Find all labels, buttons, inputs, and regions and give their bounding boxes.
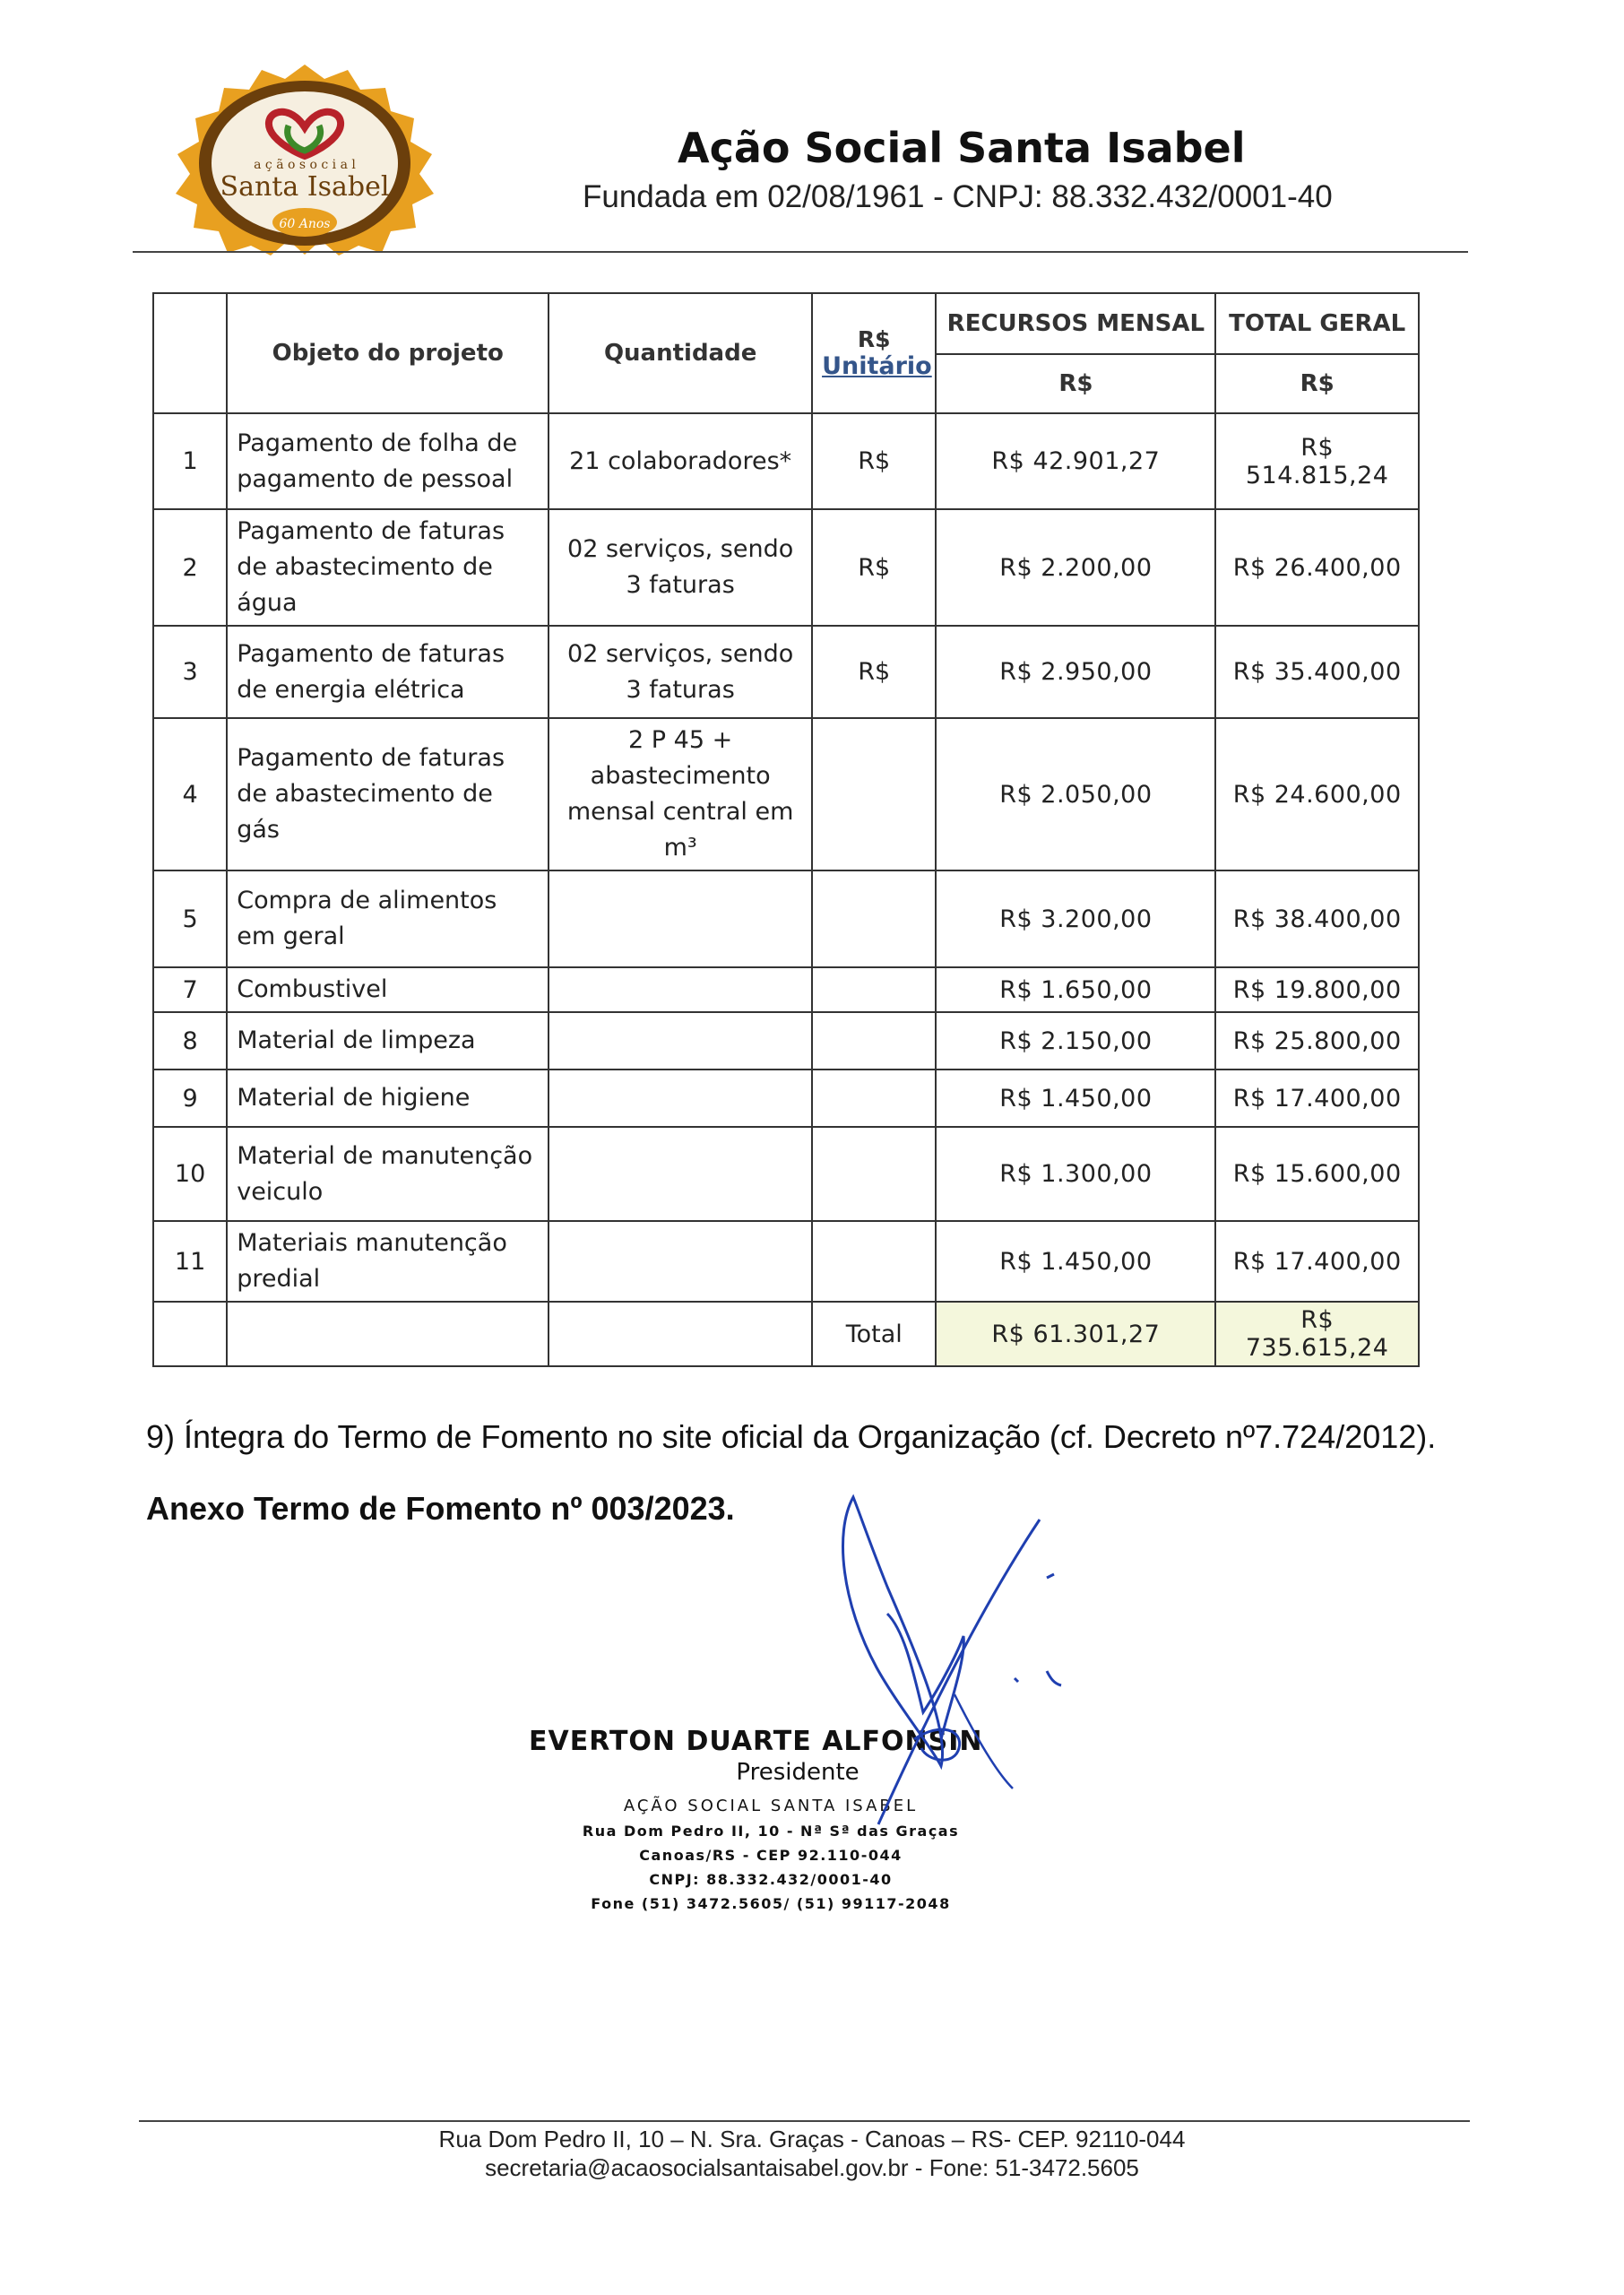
logo-badge-text: 60 Anos [279,217,331,231]
row-number: 11 [153,1221,227,1302]
table-row [153,1127,1419,1221]
logo-main-text: Santa Isabel [220,171,390,203]
total-empty-number [153,1302,227,1366]
founding-info: Fundada em 02/08/1961 - CNPJ: 88.332.432/0001-40 [583,179,1333,214]
row-monthly: R$ 1.300,00 [936,1127,1215,1221]
header-total-currency: R$ [1215,354,1419,413]
stamp-organization: AÇÃO SOCIAL SANTA ISABEL [623,1797,919,1815]
row-quantity: 21 colaboradores* [549,413,812,509]
stamp-address: Rua Dom Pedro II, 10 - Nª Sª das Graças [582,1823,960,1840]
row-object: Pagamento de faturas de abastecimento de água [227,509,549,626]
row-total: R$ 15.600,00 [1215,1127,1419,1221]
header-unit-price [812,293,936,413]
row-total: R$ 24.600,00 [1215,718,1419,870]
row-quantity [549,870,812,967]
row-total: R$ 26.400,00 [1215,509,1419,626]
row-number: 8 [153,1012,227,1070]
footer-address: Rua Dom Pedro II, 10 – N. Sra. Graças - Canoas – RS- CEP. 92110-044 [438,2126,1186,2152]
table-row [153,413,1419,509]
row-unit [812,1070,936,1127]
header-monthly: RECURSOS MENSAL [936,293,1215,354]
signer-role: Presidente [736,1759,860,1786]
row-object: Material de higiene [227,1070,549,1127]
row-monthly: R$ 1.450,00 [936,1221,1215,1302]
item-9-text: 9) Íntegra do Termo de Fomento no site oficial da Organização (cf. Decreto nº7.724/2012). [146,1418,1437,1455]
row-unit [812,1127,936,1221]
table-row [153,1012,1419,1070]
annex-title: Anexo Termo de Fomento nº 003/2023. [146,1490,735,1527]
header-total: TOTAL GERAL [1215,293,1419,354]
row-unit [812,1221,936,1302]
row-number: 7 [153,967,227,1012]
row-unit [812,718,936,870]
row-unit [812,1012,936,1070]
row-quantity [549,967,812,1012]
row-quantity: 2 P 45 + abastecimento mensal central em m³ [549,718,812,870]
row-total: R$ 35.400,00 [1215,626,1419,718]
row-monthly: R$ 42.901,27 [936,413,1215,509]
table-row [153,718,1419,870]
row-object: Pagamento de folha de pagamento de pessoal [227,413,549,509]
row-unit: R$ [812,509,936,626]
total-empty-object [227,1302,549,1366]
row-monthly: R$ 2.200,00 [936,509,1215,626]
logo-ring-text: a ç ã o s o c i a l [254,158,356,172]
row-object: Materiais manutenção predial [227,1221,549,1302]
stamp-cnpj: CNPJ: 88.332.432/0001-40 [649,1871,893,1888]
row-unit: R$ [812,626,936,718]
row-total: R$ 19.800,00 [1215,967,1419,1012]
row-number: 3 [153,626,227,718]
row-unit [812,870,936,967]
footer-contact: secretaria@acaosocialsantaisabel.gov.br - Fone: 51-3472.5605 [485,2154,1139,2181]
total-empty-quantity [549,1302,812,1366]
row-total: R$ 17.400,00 [1215,1070,1419,1127]
footer [0,2117,1624,2182]
organization-name: Ação Social Santa Isabel [678,124,1246,172]
project-budget-table [152,292,1420,1367]
row-monthly: R$ 2.950,00 [936,626,1215,718]
row-quantity: 02 serviços, sendo 3 faturas [549,626,812,718]
row-object: Material de manutenção veiculo [227,1127,549,1221]
row-quantity [549,1221,812,1302]
row-monthly: R$ 2.150,00 [936,1012,1215,1070]
row-number: 10 [153,1127,227,1221]
row-monthly: R$ 1.650,00 [936,967,1215,1012]
handwritten-signature [807,1479,1129,1865]
row-object: Compra de alimentos em geral [227,870,549,967]
table-row [153,509,1419,626]
row-object: Material de limpeza [227,1012,549,1070]
total-label: Total [812,1302,936,1366]
row-object: Pagamento de faturas de energia elétrica [227,626,549,718]
row-monthly: R$ 2.050,00 [936,718,1215,870]
row-total: R$ 514.815,24 [1215,413,1419,509]
row-total: R$ 17.400,00 [1215,1221,1419,1302]
row-unit [812,967,936,1012]
row-object: Combustivel [227,967,549,1012]
header-number [153,293,227,413]
row-number: 1 [153,413,227,509]
header-object: Objeto do projeto [227,293,549,413]
table-row [153,1221,1419,1302]
header-unit-currency: R$ [857,326,891,352]
total-monthly: R$ 61.301,27 [936,1302,1215,1366]
row-number: 4 [153,718,227,870]
header-quantity: Quantidade [549,293,812,413]
table-row [153,870,1419,967]
stamp-phone: Fone (51) 3472.5605/ (51) 99117-2048 [591,1895,951,1912]
organization-logo [170,63,439,255]
row-unit: R$ [812,413,936,509]
total-general: R$ 735.615,24 [1215,1302,1419,1366]
table-row [153,626,1419,718]
signer-name: EVERTON DUARTE ALFONSIN [529,1726,983,1757]
row-number: 9 [153,1070,227,1127]
stamp-city: Canoas/RS - CEP 92.110-044 [639,1847,903,1864]
row-quantity: 02 serviços, sendo 3 faturas [549,509,812,626]
row-number: 2 [153,509,227,626]
table-row [153,967,1419,1012]
row-total: R$ 38.400,00 [1215,870,1419,967]
row-object: Pagamento de faturas de abastecimento de gás [227,718,549,870]
row-monthly: R$ 1.450,00 [936,1070,1215,1127]
total-row [153,1302,1419,1366]
table-row [153,1070,1419,1127]
header-monthly-currency: R$ [936,354,1215,413]
header-unit-label: Unitário [822,352,932,380]
row-quantity [549,1012,812,1070]
row-monthly: R$ 3.200,00 [936,870,1215,967]
row-total: R$ 25.800,00 [1215,1012,1419,1070]
row-number: 5 [153,870,227,967]
header-divider [133,251,1468,253]
row-quantity [549,1127,812,1221]
row-quantity [549,1070,812,1127]
